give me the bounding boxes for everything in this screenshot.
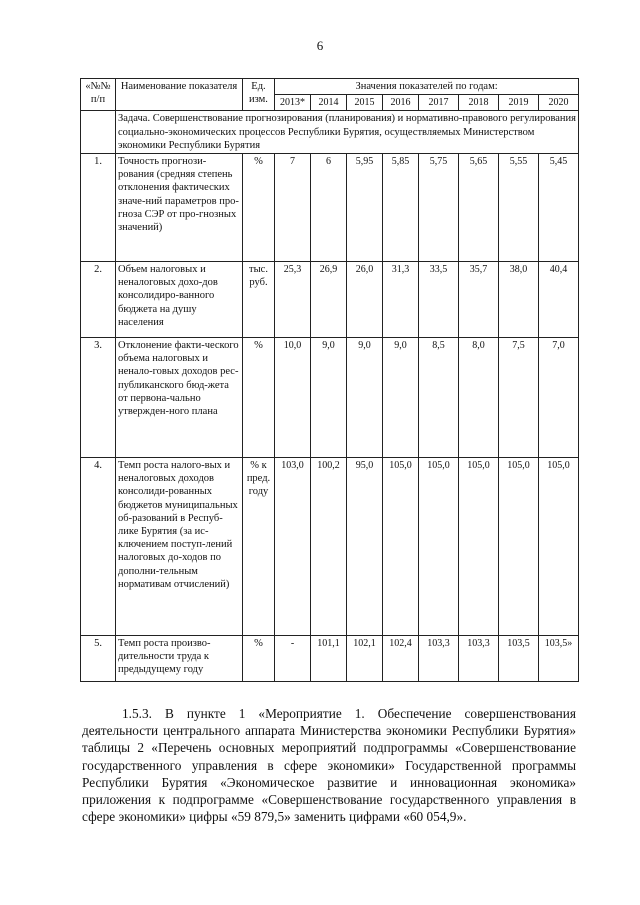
task-text: Задача. Совершенствование прогнозирования (планирования) и нормативно-правового регулирования социально-экономических процессов Республики Бурятия, осуществляемых Министерством экономики Республики Бурятия: [116, 111, 579, 154]
indicators-table: [80, 78, 579, 682]
value-cell: -: [275, 636, 311, 682]
unit-cell: % к пред. году: [243, 458, 275, 636]
table-row: [81, 154, 579, 262]
year-header: 2015: [347, 95, 383, 111]
paragraph-text: 1.5.3. В пункте 1 «Мероприятие 1. Обеспечение совершенствования деятельности центрального аппарата Министерства экономики Республики Бурятия» таблицы 2 «Перечень основных мероприятий подпрограммы «Совершенствование государственного управления в сфере экономики» Государственной программы Республики Бурятия «Экономическое развитие и инновационная экономика» приложения к подпрограмме «Совершенствование государственного управления в сфере экономики» цифры «59 879,5» заменить цифрами «60 054,9».: [82, 706, 576, 825]
table-row: [81, 338, 579, 458]
row-number: 5.: [81, 636, 116, 682]
value-cell: 9,0: [311, 338, 347, 458]
value-cell: 5,65: [459, 154, 499, 262]
value-cell: 35,7: [459, 262, 499, 338]
value-cell: 8,5: [419, 338, 459, 458]
header-name: Наименование показателя: [116, 79, 243, 111]
indicator-name: Объем налоговых и неналоговых дохо-дов консолидиро-ванного бюджета на душу населения: [116, 262, 243, 338]
amendment-paragraph: [82, 705, 576, 825]
row-number: 3.: [81, 338, 116, 458]
value-cell: 105,0: [499, 458, 539, 636]
value-cell: 105,0: [459, 458, 499, 636]
value-cell: 101,1: [311, 636, 347, 682]
value-cell: 10,0: [275, 338, 311, 458]
header-num: «№№ п/п: [81, 79, 116, 111]
value-cell: 103,5»: [539, 636, 579, 682]
value-cell: 105,0: [539, 458, 579, 636]
value-cell: 5,95: [347, 154, 383, 262]
value-cell: 8,0: [459, 338, 499, 458]
indicator-name: Отклонение факти-ческого объема налоговых и ненало-говых доходов рес-публиканского бюд-жета от первона-чально утвержден-ного плана: [116, 338, 243, 458]
value-cell: 103,3: [419, 636, 459, 682]
value-cell: 5,75: [419, 154, 459, 262]
value-cell: 7,5: [499, 338, 539, 458]
value-cell: 100,2: [311, 458, 347, 636]
value-cell: 6: [311, 154, 347, 262]
value-cell: 5,55: [499, 154, 539, 262]
year-header: 2014: [311, 95, 347, 111]
task-spacer: [81, 111, 116, 154]
value-cell: 95,0: [347, 458, 383, 636]
value-cell: 105,0: [419, 458, 459, 636]
indicator-name: Темп роста произво-дительности труда к предыдущему году: [116, 636, 243, 682]
value-cell: 31,3: [383, 262, 419, 338]
table-row: [81, 636, 579, 682]
year-header: 2016: [383, 95, 419, 111]
year-header: 2020: [539, 95, 579, 111]
value-cell: 38,0: [499, 262, 539, 338]
table-row: [81, 262, 579, 338]
year-header: 2019: [499, 95, 539, 111]
year-header: 2013*: [275, 95, 311, 111]
indicator-name: Темп роста налого-вых и неналоговых доходов консолиди-рованных бюджетов муниципальных об-разований в Респуб-лике Бурятия (за ис-ключением поступ-лений налоговых до-ходов по дополни-тельным нормативам отчислений): [116, 458, 243, 636]
value-cell: 5,45: [539, 154, 579, 262]
indicator-name: Точность прогнози-рования (средняя степень отклонения фактических значе-ний параметров про-гноза СЭР от про-гнозных значений): [116, 154, 243, 262]
unit-cell: %: [243, 154, 275, 262]
unit-cell: %: [243, 636, 275, 682]
header-row: [81, 79, 579, 95]
year-header: 2017: [419, 95, 459, 111]
value-cell: 103,5: [499, 636, 539, 682]
unit-cell: %: [243, 338, 275, 458]
value-cell: 25,3: [275, 262, 311, 338]
header-values-group: Значения показателей по годам:: [275, 79, 579, 95]
value-cell: 26,9: [311, 262, 347, 338]
value-cell: 102,1: [347, 636, 383, 682]
header-unit: Ед. изм.: [243, 79, 275, 111]
unit-cell: тыс. руб.: [243, 262, 275, 338]
year-header: 2018: [459, 95, 499, 111]
row-number: 4.: [81, 458, 116, 636]
value-cell: 9,0: [383, 338, 419, 458]
value-cell: 102,4: [383, 636, 419, 682]
value-cell: 33,5: [419, 262, 459, 338]
value-cell: 26,0: [347, 262, 383, 338]
value-cell: 105,0: [383, 458, 419, 636]
row-number: 1.: [81, 154, 116, 262]
value-cell: 9,0: [347, 338, 383, 458]
value-cell: 40,4: [539, 262, 579, 338]
task-row: [81, 111, 579, 154]
row-number: 2.: [81, 262, 116, 338]
value-cell: 5,85: [383, 154, 419, 262]
value-cell: 103,0: [275, 458, 311, 636]
value-cell: 103,3: [459, 636, 499, 682]
table-row: [81, 458, 579, 636]
value-cell: 7,0: [539, 338, 579, 458]
value-cell: 7: [275, 154, 311, 262]
page-number: 6: [316, 38, 324, 53]
